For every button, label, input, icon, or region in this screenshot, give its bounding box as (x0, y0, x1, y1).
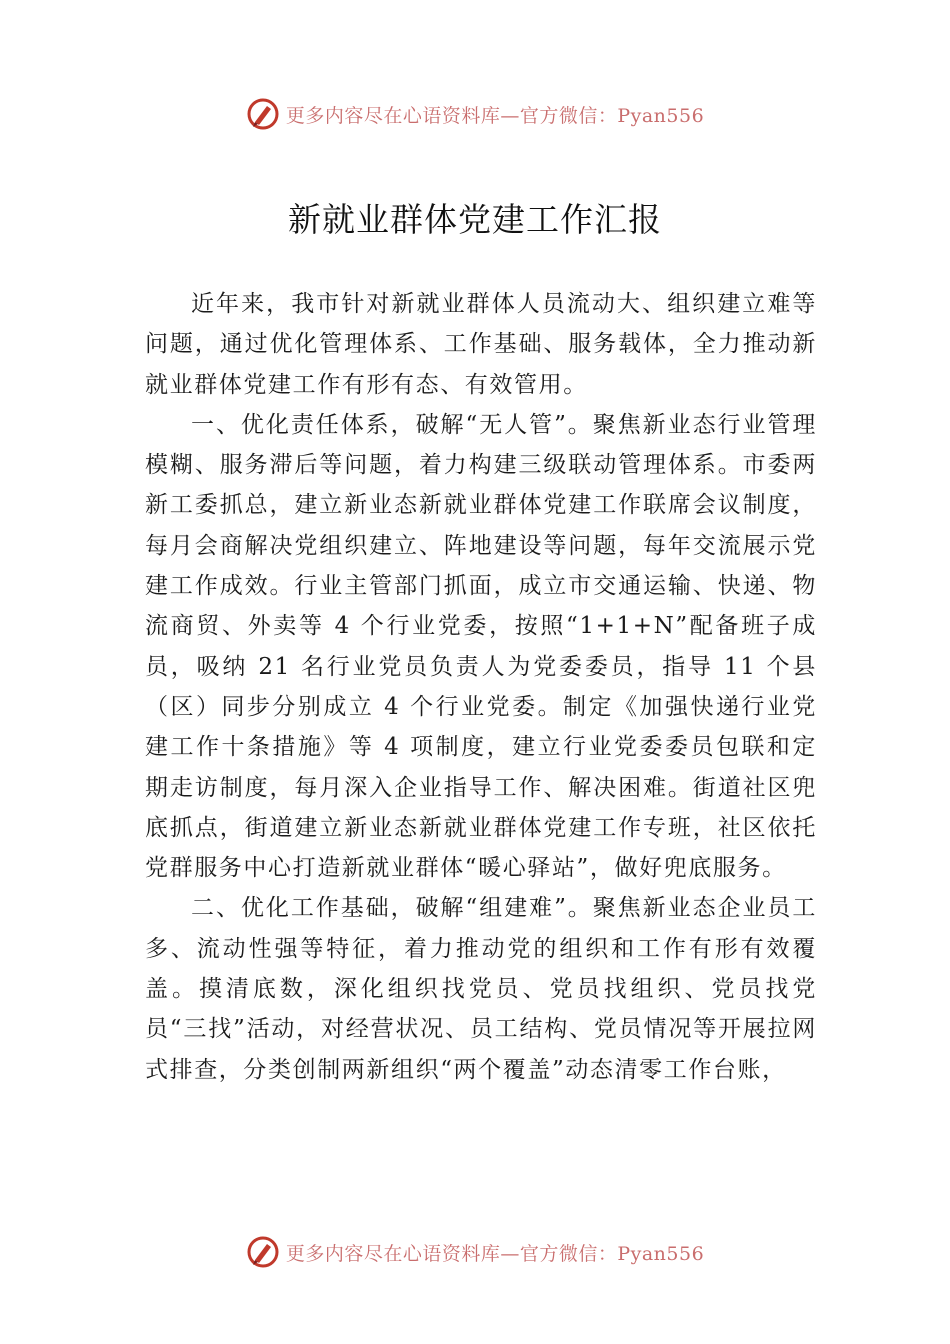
paragraph-intro: 近年来，我市针对新就业群体人员流动大、组织建立难等问题，通过优化管理体系、工作基础、服务载体，全力推动新就业群体党建工作有形有态、有效管用。 (145, 291, 817, 398)
document-title: 新就业群体党建工作汇报 (288, 200, 662, 239)
watermark-text: 更多内容尽在心语资料库—官方微信：Pyan556 (285, 1242, 705, 1265)
paragraph-section-2: 二、优化工作基础，破解“组建难”。聚焦新业态企业员工多、流动性强等特征，着力推动党的组织和工作有形有效覆盖。摸清底数，深化组织找党员、党员找组织、党员找党员“三找”活动，对经营状况、员工结构、党员情况等开展拉网式排查，分类创制两新组织“两个覆盖”动态清零工作台账， (145, 895, 817, 1083)
watermark-text: 更多内容尽在心语资料库—官方微信：Pyan556 (285, 104, 705, 127)
watermark-header (0, 94, 950, 134)
paragraph-section-1: 一、优化责任体系，破解“无人管”。聚焦新业态行业管理模糊、服务滞后等问题，着力构建三级联动管理体系。市委两新工委抓总，建立新业态新就业群体党建工作联席会议制度，每月会商解决党组织建立、阵地建设等问题，每年交流展示党建工作成效。行业主管部门抓面，成立市交通运输、快递、物流商贸、外卖等 4 个行业党委，按照“1+1+N”配备班子成员，吸纳 21 名行业党员负责人为党委委员，指导 11 个县（区）同步分别成立 4 个行业党委。制定《加强快递行业党建工作十条措施》等 4 项制度，建立行业党委委员包联和定期走访制度，每月深入企业指导工作、解决困难。街道社区兜底抓点，街道建立新业态新就业群体党建工作专班，社区依托党群服务中心打造新就业群体“暖心驿站”，做好兜底服务。 (145, 411, 817, 882)
pen-logo-icon (246, 97, 280, 131)
pen-logo-icon (246, 1235, 280, 1269)
watermark-footer (0, 1232, 950, 1272)
document-body (145, 284, 817, 1090)
